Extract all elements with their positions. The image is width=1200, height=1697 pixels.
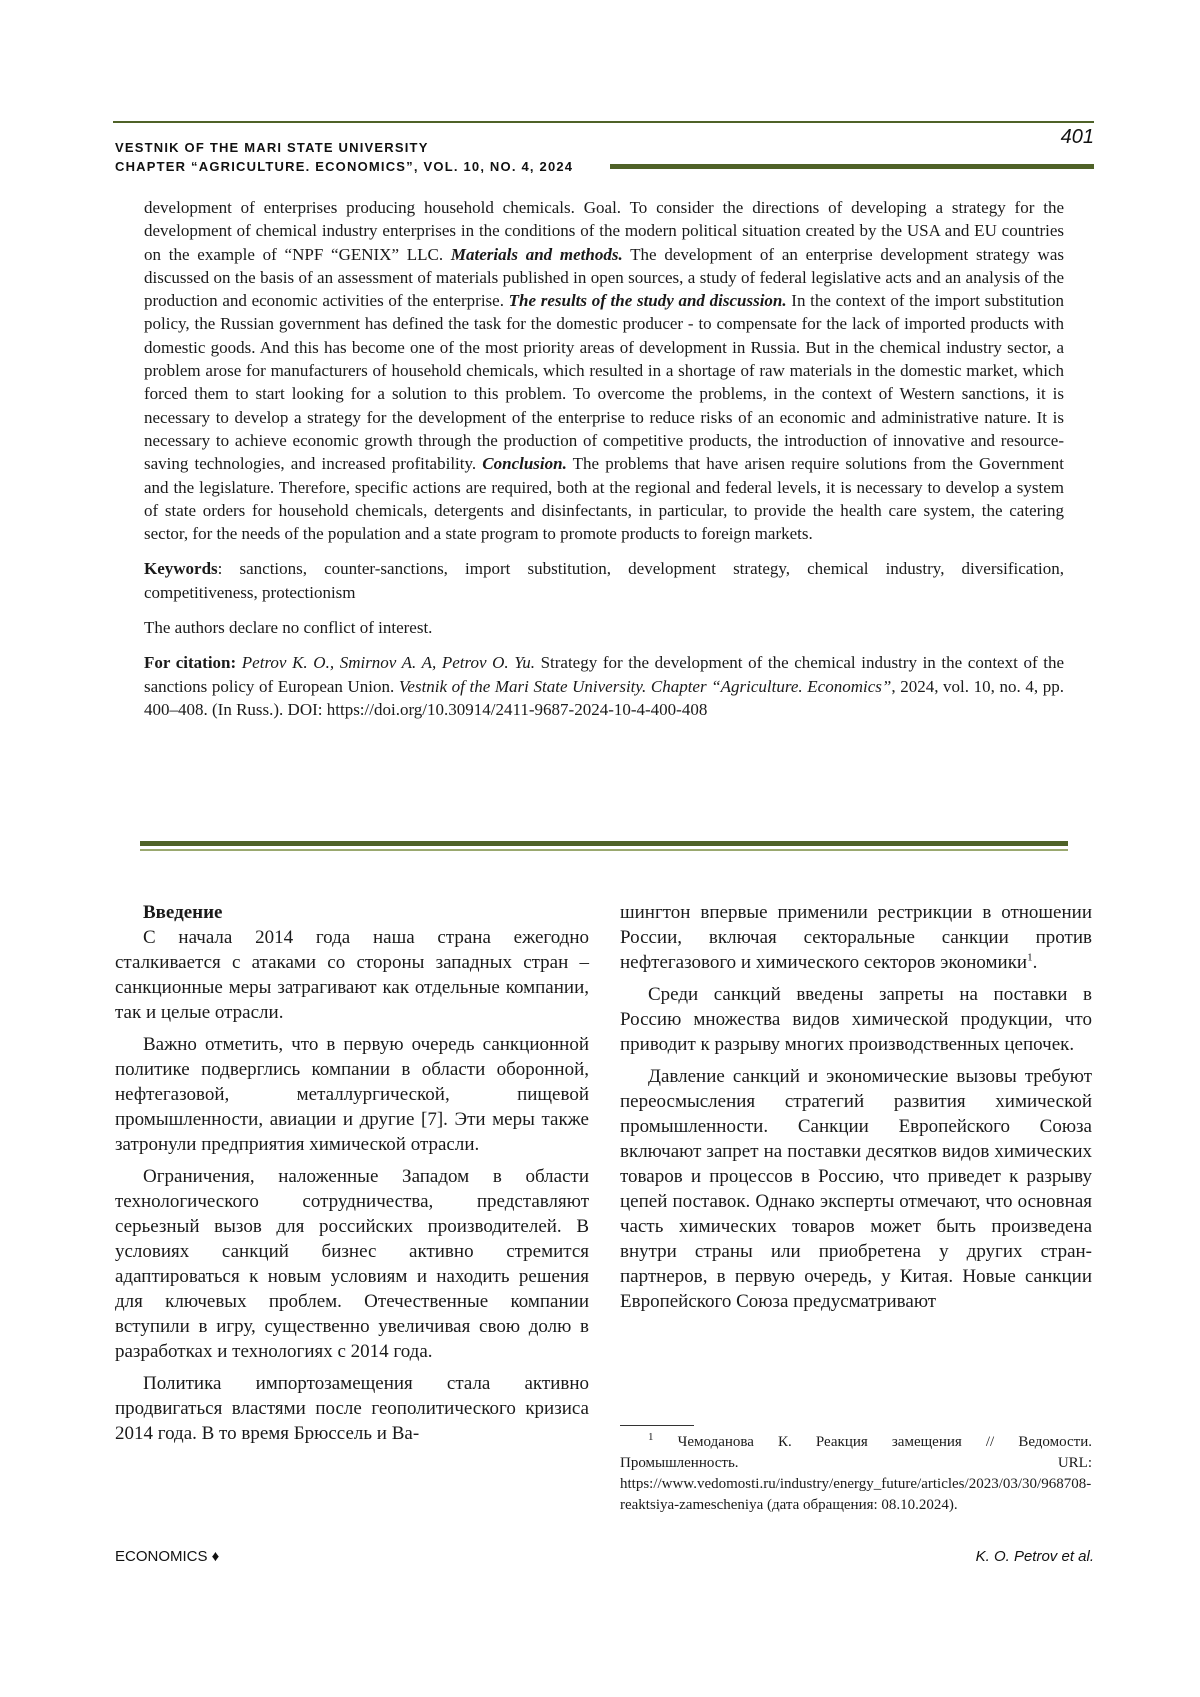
header-chapter-rule <box>610 164 1094 169</box>
footnote-rule <box>620 1425 694 1426</box>
header-top-rule <box>113 121 1094 123</box>
page-number: 401 <box>1060 126 1094 148</box>
footer-authors: K. O. Petrov et al. <box>975 1548 1094 1565</box>
body-paragraph: Ограничения, наложенные Западом в области технологического сотрудничества, представляют серьезный вызов для российских производителей. В условиях санкций бизнес активно стремится адаптироваться к новым условиям и находить решения для ключевых проблем. Отечественные компании вступили в игру, существенно увеличивая свою долю в разработках и технологиях с 2014 года. <box>115 1166 589 1362</box>
left-column <box>115 900 589 1453</box>
body-paragraph: С начала 2014 года наша страна ежегодно сталкивается с атаками со стороны западных стран – санкционные меры затрагивают как отдельные компании, так и целые отрасли. <box>115 927 589 1023</box>
keywords <box>144 557 1064 604</box>
body-paragraph: Среди санкций введены запреты на поставки в Россию множества видов химической продукции, что приводит к разрыву многих производственных цепочек. <box>620 984 1092 1055</box>
citation-details: , 2024, vol. 10, no. 4, pp. 400–408. (In Russ.). DOI: https://doi.org/10.30914/2411-9687-2024-10-4-400-408 <box>144 676 1065 719</box>
footnote-reference[interactable]: 1 <box>1027 951 1033 964</box>
footnote <box>620 1432 1092 1516</box>
abstract-paragraph: development of enterprises producing household chemicals. Goal. To consider the directions of developing a strategy for the development of chemical industry enterprises in the conditions of the modern political situation created by the USA and EU countries on the example of “NPF “GENIX” LLC. Materials and methods. The development of an enterprise development strategy was discussed on the basis of an assessment of materials published in open sources, a study of federal legislative acts and an analysis of the production and economic activities of the enterprise. The results of the study and discussion. In the context of the import substitution policy, the Russian government has defined the task for the domestic producer - to compensate for the lack of imported products with domestic goods. And this has become one of the most priority areas of development in Russia. But in the chemical industry sector, a problem arose for manufacturers of household chemicals, which resulted in a shortage of raw materials in the domestic market, which forced them to start looking for a solution to this problem. To overcome the problems, in the context of Western sanctions, it is necessary to develop a strategy for the development of the enterprise to reduce risks of an economic and administrative nature. It is necessary to achieve economic growth through the production of competitive products, the introduction of innovative and resource-saving technologies, and increased profitability. Conclusion. The problems that have arisen require solutions from the Government and the legislature. Therefore, specific actions are required, both at the regional and federal levels, it is necessary to develop a system of state orders for household chemicals, detergents and disinfectants, in particular, to provide the health care system, the catering sector, for the needs of the population and a state program to promote products to foreign markets. <box>144 198 1065 544</box>
citation-authors: Petrov K. O., Smirnov A. A, Petrov O. Yu. <box>236 653 535 673</box>
abstract-heading-methods: Materials and methods. <box>450 244 623 264</box>
abstract-heading-conclusion: Conclusion. <box>482 454 567 474</box>
abstract-block <box>144 196 1064 733</box>
citation <box>144 651 1064 721</box>
journal-chapter-line: CHAPTER “AGRICULTURE. ECONOMICS”, VOL. 10, NO. 4, 2024 <box>115 159 574 174</box>
journal-header <box>115 138 573 176</box>
keywords-label: Keywords <box>144 559 218 579</box>
section-divider-rule-light <box>140 849 1068 851</box>
body-paragraph: шингтон впервые применили рестрикции в отношении России, включая секторальные санкции против нефтегазового и химического секторов экономики$^1$. <box>620 902 1092 973</box>
footer-section-label: ECONOMICS ♦ <box>115 1548 220 1565</box>
right-column <box>620 900 1092 1321</box>
citation-journal: Vestnik of the Mari State University. Chapter “Agriculture. Economics” <box>398 676 892 696</box>
body-paragraph: Политика импортозамещения стала активно продвигаться властями после геополитического кризиса 2014 года. В то время Брюссель и Ва- <box>115 1373 589 1444</box>
body-paragraph: Важно отметить, что в первую очередь санкционной политике подверглись компании в области оборонной, нефтегазовой, металлургической, пищевой промышленности, авиации и другие [7]. Эти меры также затронули предприятия химической отрасли. <box>115 1034 589 1155</box>
journal-title-line: VESTNIK OF THE MARI STATE UNIVERSITY <box>115 140 429 155</box>
citation-label: For citation: <box>144 653 237 673</box>
body-paragraph: Давление санкций и экономические вызовы требуют переосмысления стратегий развития химической промышленности. Санкции Европейского Союза включают запрет на поставки десятков видов химических товаров и процессов в Россию, что приведет к разрыву цепей поставок. Однако эксперты отмечают, что основная часть химических товаров может быть произведена внутри страны или приобретена у других стран-партнеров, в первую очередь, у Китая. Новые санкции Европейского Союза предусматривают <box>620 1066 1092 1312</box>
abstract-heading-results: The results of the study and discussion. <box>508 291 787 311</box>
conflict-statement: The authors declare no conflict of interest. <box>144 618 433 638</box>
section-heading-introduction: Введение <box>143 902 223 923</box>
footnote-text: Чемоданова К. Реакция замещения // Ведомости. Промышленность. URL: https://www.vedomosti.ru/industry/energy_future/articles/2023/03/30/968708-reaktsiya-zamescheniya (дата обращения: 08.10.2024). <box>620 1434 1092 1513</box>
section-divider-rule <box>140 841 1068 846</box>
keywords-text: : sanctions, counter-sanctions, import substitution, development strategy, chemical industry, diversification, competitiveness, protectionism <box>144 559 1064 602</box>
footnote-marker: 1 <box>648 1431 654 1443</box>
citation-title: Strategy for the development of the chemical industry in the context of the sanctions policy of European Union. <box>144 653 1064 696</box>
